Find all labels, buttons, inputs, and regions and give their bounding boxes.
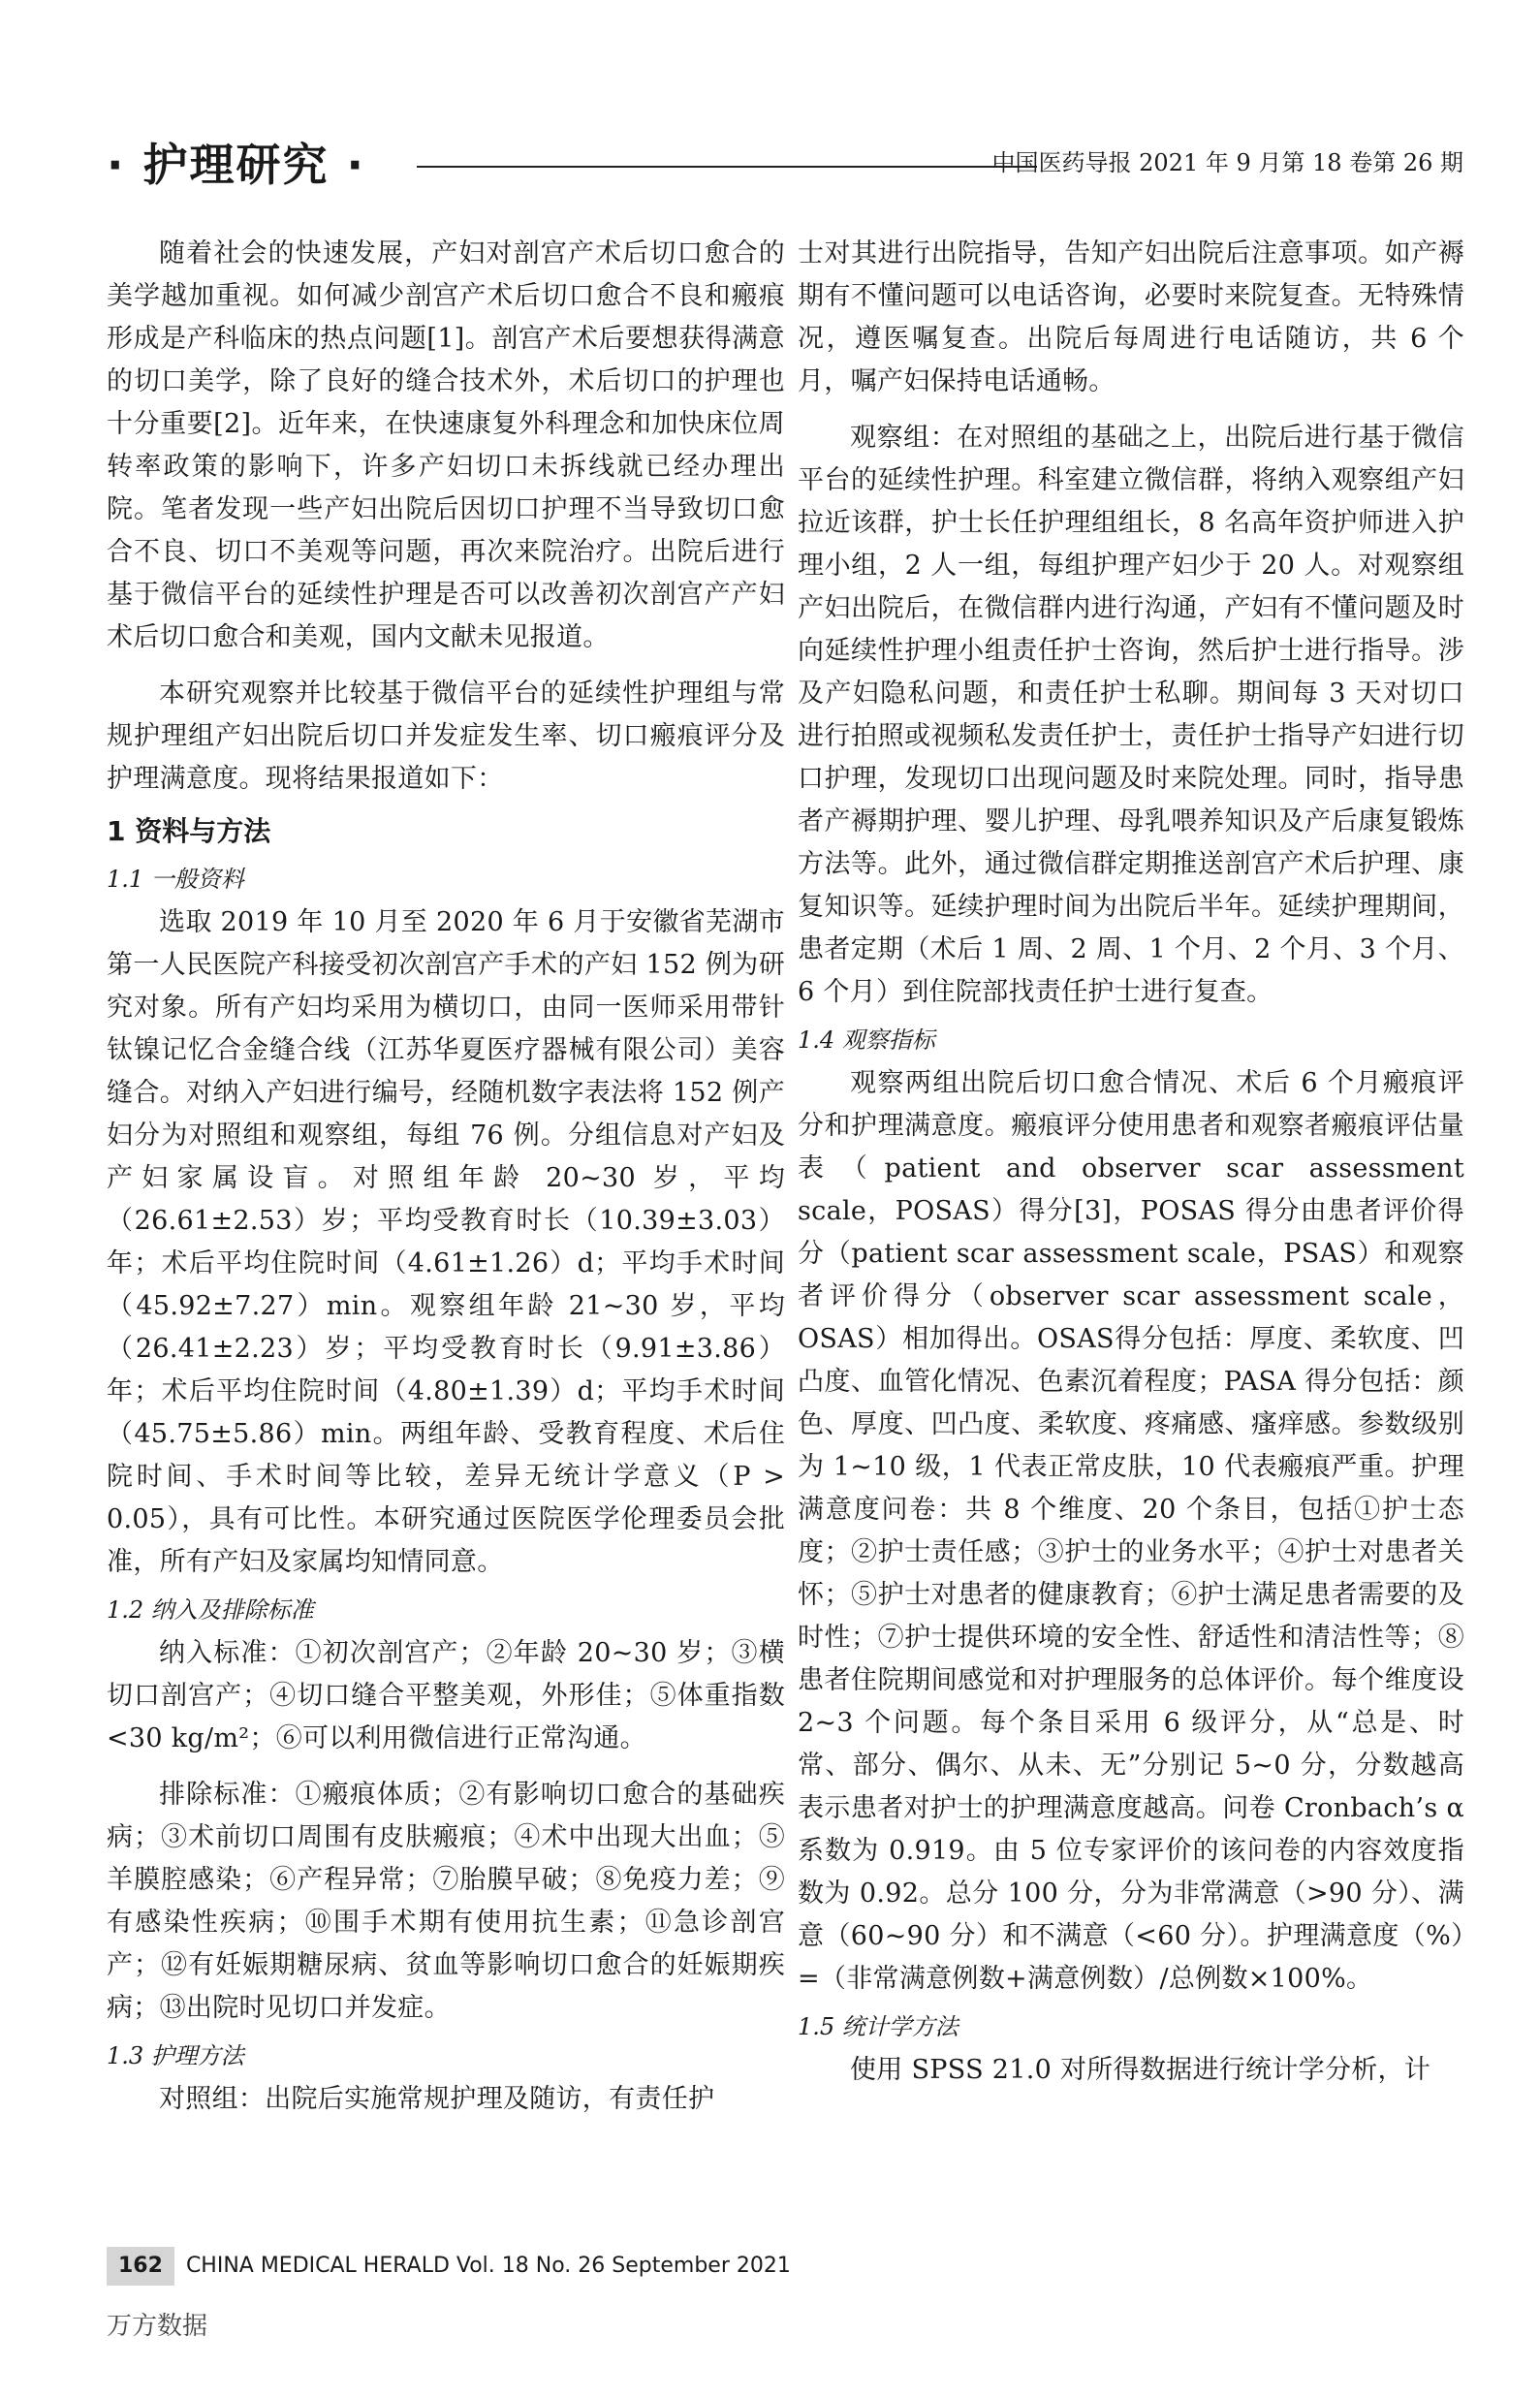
subsection-heading-indicators: 1.4 观察指标 [798,1026,935,1054]
intro-paragraph-1: 随着社会的快速发展，产妇对剖宫产术后切口愈合的美学越加重视。如何减少剖宫产术后切口愈合不良和瘢痕形成是产科临床的热点问题[1]。剖宫产术后要想获得满意的切口美学，除了良好的缝合技术外，术后切口的护理也十分重要[2]。近年来，在快速康复外科理念和加快床位周转率政策的影响下，许多产妇切口未拆线就已经办理出院。笔者发现一些产妇出院后因切口护理不当导致切口愈合不良、切口不美观等问题，再次来院治疗。出院后进行基于微信平台的延续性护理是否可以改善初次剖宫产产妇术后切口愈合和美观，国内文献未见报道。 [107,238,785,652]
observation-group-paragraph: 观察组：在对照组的基础之上，出院后进行基于微信平台的延续性护理。科室建立微信群，将纳入观察组产妇拉近该群，护士长任护理组组长，8 名高年资护师进入护理小组，2 人一组，每组护理产妇少于 20 人。对观察组产妇出院后，在微信群内进行沟通，产妇有不懂问题及时向延续性护理小组责任护士咨询，然后护士进行指导。涉及产妇隐私问题，和责任护士私聊。期间每 3 天对切口进行拍照或视频私发责任护士，责任护士指导产妇进行切口护理，发现切口出现问题及时来院处理。同时，指导患者产褥期护理、婴儿护理、母乳喂养知识及产后康复锻炼方法等。此外，通过微信群定期推送剖宫产术后护理、康复知识等。延续护理时间为出院后半年。延续护理期间，患者定期（术后 1 周、2 周、1 个月、2 个月、3 个月、6 个月）到住院部找责任护士进行复查。 [798,423,1464,1007]
exclusion-criteria-paragraph: 排除标准：①瘢痕体质；②有影响切口愈合的基础疾病；③术前切口周围有皮肤瘢痕；④术中出现大出血；⑤羊膜腔感染；⑥产程异常；⑦胎膜早破；⑧免疫力差；⑨有感染性疾病；⑩围手术期有使用抗生素；⑪急诊剖宫产；⑫有妊娠期糖尿病、贫血等影响切口愈合的妊娠期疾病；⑬出院时见切口并发症。 [107,1780,785,2023]
intro-paragraph-2: 本研究观察并比较基于微信平台的延续性护理组与常规护理组产妇出院后切口并发症发生率、切口瘢痕评分及护理满意度。现将结果报道如下： [107,679,785,794]
subsection-heading-criteria: 1.2 纳入及排除标准 [107,1596,314,1624]
statistics-paragraph: 使用 SPSS 21.0 对所得数据进行统计学分析，计 [850,2055,1431,2085]
inclusion-criteria-paragraph: 纳入标准：①初次剖宫产；②年龄 20~30 岁；③横切口剖宫产；④切口缝合平整美观，外形佳；⑤体重指数<30 kg/m²；⑥可以利用微信进行正常沟通。 [107,1638,785,1753]
page-footer [107,2247,791,2286]
running-header [107,136,1463,194]
control-group-continued-paragraph: 士对其进行出院指导，告知产妇出院后注意事项。如产褥期有不懂问题可以电话咨询，必要时来院复查。无特殊情况，遵医嘱复查。出院后每周进行电话随访，共 6 个月，嘱产妇保持电话通畅。 [798,238,1464,396]
watermark-text: 万方数据 [107,2312,208,2341]
indicators-paragraph: 观察两组出院后切口愈合情况、术后 6 个月瘢痕评分和护理满意度。瘢痕评分使用患者和观察者瘢痕评估量表（patient and observer scar assessment scale，POSAS）得分[3]，POSAS 得分由患者评价得分（patient scar assessment scale，PSAS）和观察者评价得分（observer scar assessment scale，OSAS）相加得出。OSAS得分包括：厚度、柔软度、凹凸度、血管化情况、色素沉着程度；PASA 得分包括：颜色、厚度、凹凸度、柔软度、疼痛感、瘙痒感。参数级别为 1~10 级，1 代表正常皮肤，10 代表瘢痕严重。护理满意度问卷：共 8 个维度、20 个条目，包括①护士态度；②护士责任感；③护士的业务水平；④护士对患者关怀；⑤护士对患者的健康教育；⑥护士满足患者需要的及时性；⑦护士提供环境的安全性、舒适性和清洁性等；⑧患者住院期间感觉和对护理服务的总体评价。每个维度设 2~3 个问题。每个条目采用 6 级评分，从“总是、时常、部分、偶尔、从未、无”分别记 5~0 分，分数越高表示患者对护士的护理满意度越高。问卷 Cronbach’s α 系数为 0.919。由 5 位专家评价的该问卷的内容效度指数为 0.92。总分 100 分，分为非常满意（>90 分）、满意（60~90 分）和不满意（<60 分）。护理满意度（%）=（非常满意例数+满意例数）/总例数×100%。 [798,1068,1464,1994]
general-info-paragraph: 选取 2019 年 10 月至 2020 年 6 月于安徽省芜湖市第一人民医院产科接受初次剖宫产手术的产妇 152 例为研究对象。所有产妇均采用为横切口，由同一医师采用带针钛镍记忆合金缝合线（江苏华夏医疗器械有限公司）美容缝合。对纳入产妇进行编号，经随机数字表法将 152 例产妇分为对照组和观察组，每组 76 例。分组信息对产妇及产妇家属设盲。对照组年龄 20~30 岁，平均（26.61±2.53）岁；平均受教育时长（10.39±3.03）年；术后平均住院时间（4.61±1.26）d；平均手术时间（45.92±7.27）min。观察组年龄 21~30 岁，平均（26.41±2.23）岁；平均受教育时长（9.91±3.86）年；术后平均住院时间（4.80±1.39）d；平均手术时间（45.75±5.86）min。两组年龄、受教育程度、术后住院时间、手术时间等比较，差异无统计学意义（P > 0.05），具有可比性。本研究通过医院医学伦理委员会批准，所有产妇及家属均知情同意。 [107,907,785,1577]
journal-info: 中国医药导报 2021 年 9 月第 18 卷第 26 期 [991,149,1463,176]
footer-journal: CHINA MEDICAL HERALD Vol. 18 No. 26 September 2021 [185,2254,791,2278]
section-heading-materials-methods: 1 资料与方法 [107,815,271,847]
subsection-heading-statistics: 1.5 统计学方法 [798,2013,959,2040]
right-column [798,233,1464,2092]
page-number: 162 [107,2247,174,2286]
subsection-heading-nursing-methods: 1.3 护理方法 [107,2042,244,2069]
subsection-heading-general-info: 1.1 一般资料 [107,866,244,893]
control-group-paragraph: 对照组：出院后实施常规护理及随访，有责任护 [159,2084,715,2114]
left-column [107,233,785,2121]
header-rule [417,166,1037,168]
section-label: · 护理研究 · [107,139,365,191]
